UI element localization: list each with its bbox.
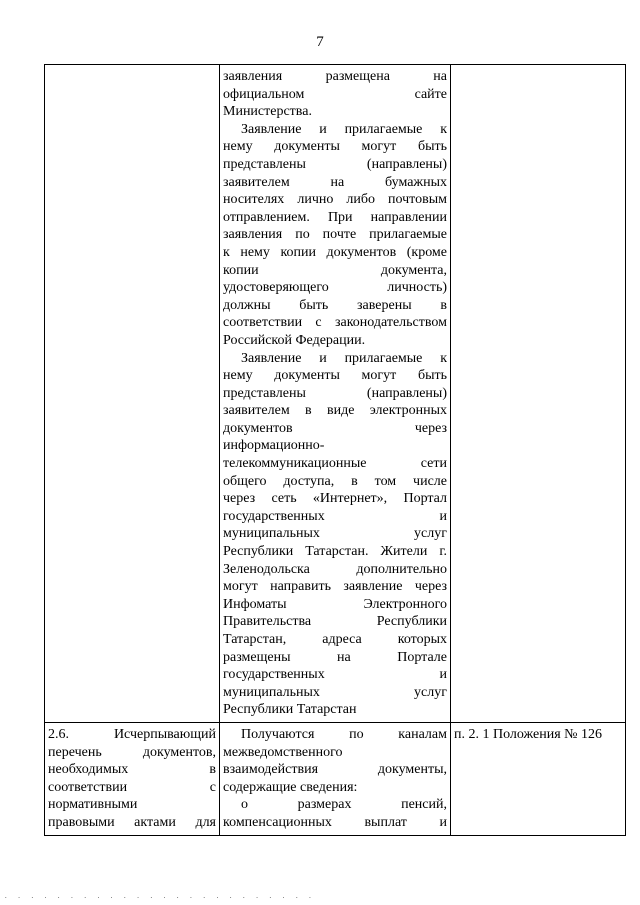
text-line: компенсационных выплат и bbox=[223, 814, 447, 830]
row2-col3-reference: п. 2. 1 Положения № 126 bbox=[454, 726, 603, 742]
text-line: представлены (направлены) bbox=[223, 385, 447, 401]
text-line: нему документы могут быть bbox=[223, 368, 447, 384]
text-line: государственных и bbox=[223, 508, 447, 524]
text-line: Правительства Республики bbox=[223, 614, 447, 630]
row1-col2-text bbox=[223, 68, 447, 719]
text-line: документов через bbox=[223, 420, 447, 436]
text-line: могут направить заявление через bbox=[223, 579, 447, 595]
text-line: муниципальных услуг bbox=[223, 684, 447, 700]
text-line: заявления размещена на bbox=[223, 69, 447, 84]
row2-col2-text bbox=[223, 726, 447, 832]
text-line: содержащие сведения: bbox=[223, 779, 358, 795]
text-line: заявления по почте прилагаемые bbox=[223, 227, 447, 243]
text-line: Инфоматы Электронного bbox=[223, 596, 447, 612]
text-line: Республики Татарстан. Жители г. bbox=[223, 544, 447, 560]
text-line: о размерах пенсий, bbox=[241, 797, 447, 813]
text-line: носителях лично либо почтовым bbox=[223, 192, 447, 208]
text-line: нему документы могут быть bbox=[223, 139, 447, 155]
text-line: муниципальных услуг bbox=[223, 526, 447, 542]
text-line: представлены (направлены) bbox=[223, 156, 447, 172]
text-line: копии документа, bbox=[223, 262, 447, 278]
row2-col3-cell bbox=[451, 722, 626, 835]
text-line: государственных и bbox=[223, 667, 447, 683]
text-line: необходимых в bbox=[48, 762, 216, 778]
text-line: 2.6. Исчерпывающий bbox=[48, 726, 216, 742]
text-line: заявителем в виде электронных bbox=[223, 403, 447, 419]
text-line: Татарстан, адреса которых bbox=[223, 632, 447, 647]
text-line: Российской Федерации. bbox=[223, 332, 366, 348]
scan-artifact: . . . . . . . . . . . . . . . . . . . . . . . . bbox=[4, 893, 315, 900]
text-line: межведомственного bbox=[223, 744, 343, 760]
text-line: удостоверяющего личность) bbox=[223, 280, 447, 296]
text-line: взаимодействия документы, bbox=[223, 762, 447, 778]
row1-col3-cell bbox=[451, 65, 626, 723]
text-line: Зеленодольска дополнительно bbox=[223, 561, 447, 577]
text-line: соответствии с законодательством bbox=[223, 315, 447, 331]
row2-col2-cell bbox=[220, 722, 451, 835]
text-line: Заявление и прилагаемые к bbox=[241, 121, 447, 137]
table-row bbox=[45, 65, 626, 723]
text-line: соответствии с bbox=[48, 779, 216, 795]
text-line: Заявление и прилагаемые к bbox=[241, 350, 447, 366]
text-line: размещены на Портале bbox=[223, 649, 447, 665]
text-line: должны быть заверены в bbox=[223, 297, 447, 313]
row2-col1-text bbox=[48, 726, 216, 832]
regulation-table bbox=[44, 64, 626, 836]
text-line: перечень документов, bbox=[48, 744, 216, 760]
row2-col1-cell bbox=[45, 722, 220, 835]
text-line: Получаются по каналам bbox=[241, 726, 447, 742]
text-line: через сеть «Интернет», Портал bbox=[223, 491, 447, 507]
text-line: к нему копии документов (кроме bbox=[223, 244, 447, 260]
row1-col2-cell bbox=[220, 65, 451, 723]
text-line: отправлением. При направлении bbox=[223, 209, 447, 225]
page-number: 7 bbox=[316, 34, 324, 50]
text-line: Республики Татарстан bbox=[223, 702, 357, 718]
text-line: Министерства. bbox=[223, 104, 312, 120]
text-line: общего доступа, в том числе bbox=[223, 473, 447, 489]
text-line: информационно- bbox=[223, 438, 325, 454]
text-line: нормативными bbox=[48, 797, 138, 813]
row1-col1-cell bbox=[45, 65, 220, 723]
text-line: официальном сайте bbox=[223, 86, 447, 102]
text-line: заявителем на бумажных bbox=[223, 174, 447, 190]
text-line: правовыми актами для bbox=[48, 814, 216, 830]
text-line: телекоммуникационные сети bbox=[223, 456, 447, 472]
table-row bbox=[45, 722, 626, 835]
